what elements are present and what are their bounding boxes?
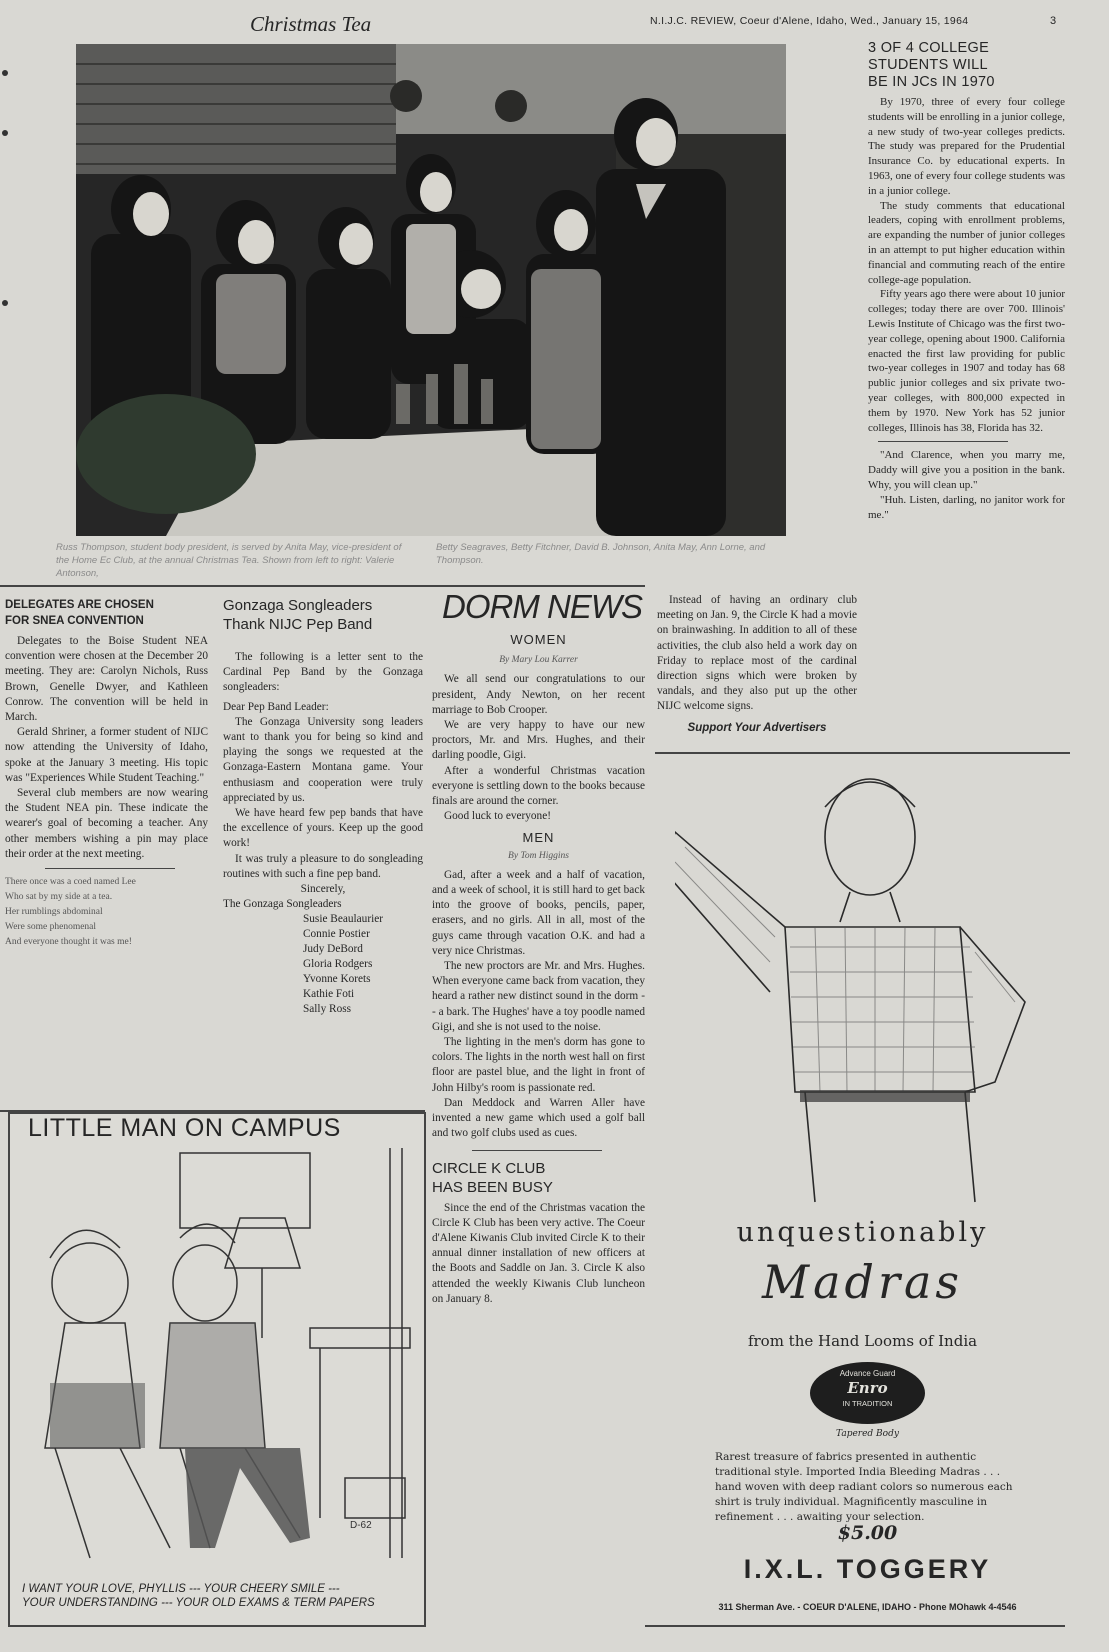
- poem-line: Were some phenomenal: [5, 922, 97, 933]
- delegates-paragraph: Gerald Shriner, a former student of NIJC now attending the University of Idaho, spoke at the January 3 meeting. His topic was "Experiences While Student Teaching.": [5, 726, 208, 784]
- binder-hole: [2, 70, 8, 76]
- joke-line: "And Clarence, when you marry me, Daddy will give you a position in the bank. Why, you will clean up.": [868, 449, 1065, 491]
- advance-guard-badge: [810, 1362, 925, 1424]
- gonzaga-closing: Sincerely,: [300, 883, 346, 896]
- joke-line: "Huh. Listen, darling, no janitor work for me.": [868, 493, 1065, 521]
- madras-advertisement: [655, 757, 1100, 1652]
- delegates-paragraph: Delegates to the Boise Student NEA convention were chosen at the December 20 meeting. They are: Carolyn Nichols, Russ Brown, Genelle Dwyer, and Kathleen Conrow. The convention will be held in March.: [5, 635, 208, 724]
- jc-article-body: [868, 95, 1065, 522]
- badge-brand: Enro: [847, 1379, 888, 1397]
- dorm-news-title: DORM NEWS: [442, 588, 642, 625]
- ad-address: 311 Sherman Ave. - COEUR D'ALENE, IDAHO - Phone MOhawk 4-4546: [718, 1602, 1017, 1612]
- women-paragraph: Good luck to everyone!: [444, 810, 551, 823]
- gonzaga-paragraph: The Gonzaga University song leaders want to thank you for being so kind and playing the songs we requested at the Gonzaga-Eastern Montana game. Your enthusiasm and cooperation were truly appreciated by us.: [223, 715, 423, 804]
- binder-hole: [2, 300, 8, 306]
- men-byline: By Tom Higgins: [508, 850, 569, 861]
- cartoon-caption: [22, 1582, 375, 1610]
- gonzaga-signature: The Gonzaga Songleaders: [223, 898, 342, 911]
- delegates-paragraph: Several club members are now wearing the Student NEA pin. These indicate the wearer's goal of becoming a teacher. Any other members wishing a pin may place their order at the next meeting.: [5, 787, 208, 860]
- divider: [45, 868, 175, 869]
- men-subhead: MEN: [522, 830, 555, 846]
- women-paragraph: After a wonderful Christmas vacation everyone is settling down to the books because finals are around the corner.: [432, 764, 645, 808]
- photo-illustration: [76, 44, 786, 536]
- jc-headline: [868, 40, 1068, 91]
- jc-headline-line: BE IN JCs IN 1970: [868, 74, 995, 90]
- divider: [472, 1150, 602, 1151]
- circle-k-paragraph: Since the end of the Christmas vacation the Circle K Club has been very active. The Coeur d'Alene Kiwanis Club invited Circle K to their annual dinner installation of new officers at the Boots and Saddle on Jan. 3. Circle K also attended the weekly Kiwanis Club luncheon on January 8.: [432, 1201, 645, 1305]
- photo-caption: [56, 541, 796, 580]
- limerick: [5, 875, 208, 950]
- little-man-on-campus-cartoon: [8, 1112, 426, 1627]
- gonzaga-intro: The following is a letter sent to the Cardinal Pep Band by the Gonzaga songleaders:: [223, 651, 423, 694]
- delegates-body: [5, 634, 208, 950]
- men-paragraph: Gad, after a week and a half of vacation, and a week of school, it is still hard to get back into the groove of books, pencils, paper, erasers, and no girls. All in all, most of the guys came through vacation O.K. and had a very nice Christmas.: [432, 868, 645, 957]
- poem-line: Who sat by my side at a tea.: [5, 892, 113, 903]
- cartoon-caption-line: YOUR UNDERSTANDING --- YOUR OLD EXAMS & TERM PAPERS: [22, 1597, 375, 1609]
- songleader-name: Sally Ross: [303, 1003, 352, 1016]
- caption-right: Betty Seagraves, Betty Fitchner, David B. Johnson, Anita May, Ann Lorne, and Thompson.: [436, 542, 766, 566]
- binder-hole: [2, 130, 8, 136]
- jc-paragraph: The study comments that educational leaders, coping with enrollment problems, are expanding the number of junior colleges in an attempt to put higher education within financial and commuting reach of the entire college-age population.: [868, 199, 1065, 286]
- poem-line: And everyone thought it was me!: [5, 937, 132, 948]
- circle-k-paragraph: Instead of having an ordinary club meeting on Jan. 9, the Circle K had a movie on brainwashing. In addition to all of these activities, the club also held a work day on Friday to replace most of the cardinal direction signs which were broken by vandals, and they also put up the other NIJC welcome signs.: [657, 594, 857, 713]
- songleader-name: Yvonne Korets: [303, 973, 371, 986]
- badge-top-text: Advance Guard: [839, 1369, 896, 1378]
- section-rule: [0, 585, 645, 587]
- cartoon-title: LITTLE MAN ON CAMPUS: [28, 1114, 341, 1142]
- jc-paragraph: Fifty years ago there were about 10 junior colleges; today there are over 700. Illinois' Lewis Institute of Chicago was the first two-year college, opening about 1900. California enacted the first law providing for public two-year colleges in 1907 and today has 68 public junior colleges and six private two-year colleges, with 800,000 expected in them by 1970. New York has 52 junior colleges, Illinois has 38, Florida has 32.: [868, 288, 1065, 434]
- support-advertisers: Support Your Advertisers: [687, 721, 827, 734]
- ad-product-name: Madras: [762, 1255, 963, 1309]
- cartoon-caption-line: I WANT YOUR LOVE, PHYLLIS --- YOUR CHEERY SMILE ---: [22, 1583, 340, 1595]
- poem-line: There once was a coed named Lee: [5, 877, 136, 888]
- cartoon-illustration: [10, 1148, 424, 1578]
- badge-bottom-text: IN TRADITION: [842, 1399, 893, 1408]
- songleader-name: Kathie Foti: [303, 988, 355, 1001]
- gonzaga-headline-line: Gonzaga Songleaders: [223, 597, 373, 614]
- circle-k-continued: [657, 593, 857, 736]
- dorm-news-body: [432, 632, 645, 1307]
- ad-subtitle: from the Hand Looms of India: [747, 1332, 978, 1350]
- women-byline: By Mary Lou Karrer: [499, 655, 578, 666]
- songleader-name: Gloria Rodgers: [303, 958, 373, 971]
- songleader-name: Judy DeBord: [303, 943, 363, 956]
- gonzaga-paragraph: We have heard few pep bands that have the excellence of yours. Keep up the good work!: [223, 807, 423, 850]
- christmas-tea-photo: [76, 44, 786, 536]
- ad-store-name: I.X.L. TOGGERY: [743, 1554, 992, 1584]
- gonzaga-paragraph: It was truly a pleasure to do songleading routines with such a fine pep band.: [223, 852, 423, 880]
- women-paragraph: We all send our congratulations to our president, Andy Newton, on her recent marriage to Bob Crooper.: [432, 673, 645, 716]
- delegates-headline-line: FOR SNEA CONVENTION: [5, 615, 144, 627]
- ad-bottom-rule: [645, 1625, 1065, 1627]
- ad-body-text: Rarest treasure of fabrics presented in authentic traditional style. Imported India Bleeding Madras . . . hand woven with deep radiant colors so numerous each shirt is truly individual. Magnificently masculine in refinement . . . awaiting your selection.: [715, 1451, 1013, 1523]
- section-title: Christmas Tea: [250, 12, 372, 36]
- gonzaga-headline: [223, 596, 423, 634]
- page-number: 3: [1050, 15, 1057, 27]
- section-rule: [655, 752, 1070, 754]
- men-paragraph: The lighting in the men's dorm has gone to colors. The lights in the north west hall on first floor are pastel blue, and the light in front of John Hilby's room is passionate red.: [432, 1036, 645, 1094]
- men-paragraph: The new proctors are Mr. and Mrs. Hughes. When everyone came back from vacation, they heard a rather new distinct sound in the dorm -- a bark. The Hughes' have a toy poodle named Gigi, and she is not used to the noise.: [432, 960, 645, 1033]
- cartoon-signature: D-62: [350, 1520, 372, 1531]
- ad-tagline: unquestionably: [736, 1217, 989, 1248]
- women-paragraph: We are very happy to have our new proctors, Mr. and Mrs. Hughes, and their darling poodle, Gigi.: [432, 719, 645, 762]
- songleader-names: [223, 912, 423, 1017]
- caption-left: Russ Thompson, student body president, is served by Anita May, vice-president of the Home Ec Club, at the annual Christmas Tea. Shown from left to right: Valerie Antonson,: [56, 542, 402, 579]
- circle-k-headline: [432, 1159, 645, 1197]
- man-in-madras-illustration: [675, 762, 1075, 1212]
- delegates-headline-line: DELEGATES ARE CHOSEN: [5, 599, 154, 611]
- circle-k-headline-line: CIRCLE K CLUB: [432, 1159, 546, 1177]
- poem-line: Her rumblings abdominal: [5, 907, 103, 918]
- badge-note: Tapered Body: [836, 1429, 899, 1439]
- songleader-name: Connie Postier: [303, 928, 370, 941]
- women-subhead: WOMEN: [510, 632, 567, 647]
- publication-info: N.I.J.C. REVIEW, Coeur d'Alene, Idaho, Wed., January 15, 1964: [650, 15, 969, 27]
- ad-price: $5.00: [837, 1522, 898, 1544]
- men-paragraph: Dan Meddock and Warren Aller have invented a new game which used a golf ball and two golf clubs used as cues.: [432, 1096, 645, 1140]
- jc-paragraph: By 1970, three of every four college students will be enrolling in a junior college, a new study of two-year colleges predicts. The study was prepared for the Prudential Insurance Co. by educational experts. In 1963, one of every four college students was in a junior college.: [868, 96, 1065, 197]
- delegates-headline: [5, 597, 215, 629]
- jc-headline-line: 3 OF 4 COLLEGE: [868, 40, 990, 56]
- gonzaga-body: [223, 650, 423, 1017]
- songleader-name: Susie Beaulaurier: [303, 913, 383, 926]
- circle-k-headline-line: HAS BEEN BUSY: [432, 1178, 553, 1196]
- divider: [878, 441, 1008, 442]
- gonzaga-salutation: Dear Pep Band Leader:: [223, 700, 329, 713]
- jc-headline-line: STUDENTS WILL: [868, 57, 988, 73]
- gonzaga-headline-line: Thank NIJC Pep Band: [223, 616, 373, 633]
